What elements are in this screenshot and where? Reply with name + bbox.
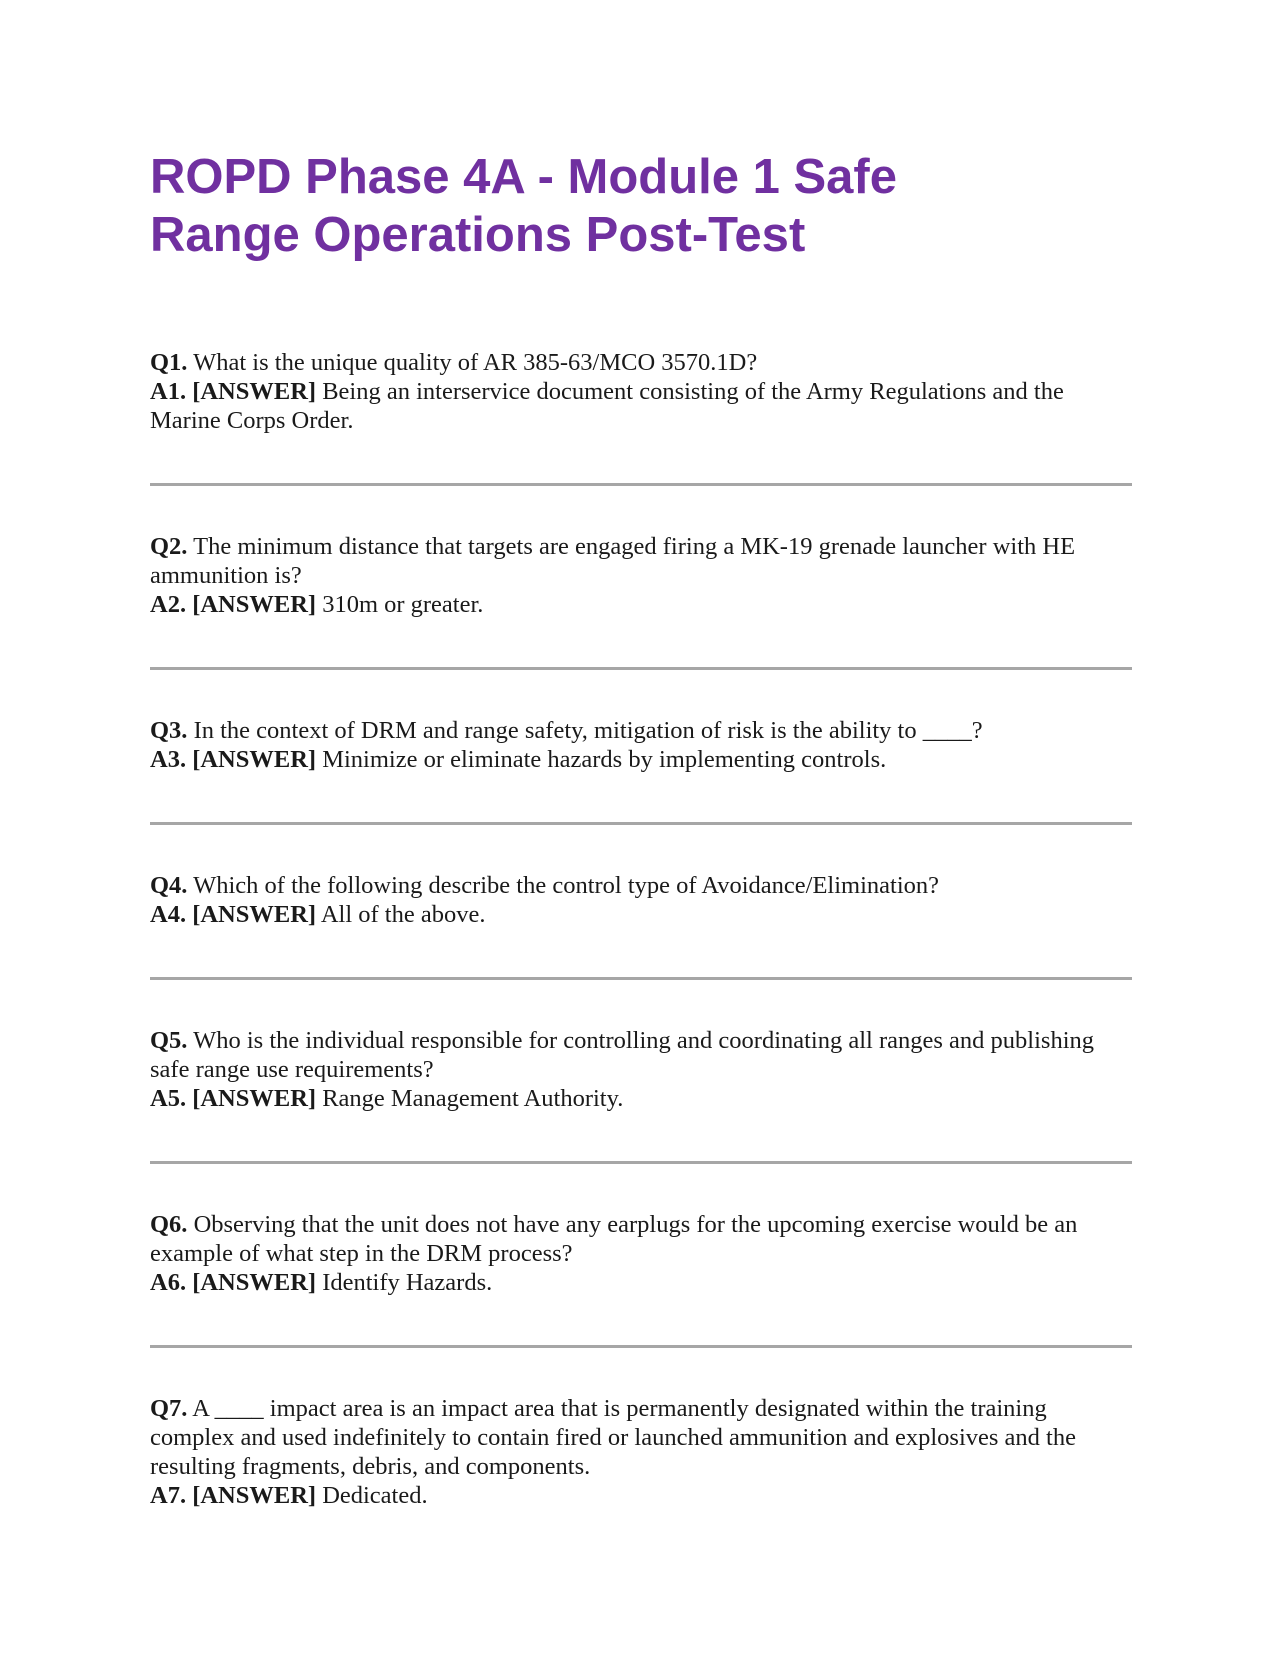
document-page: [150, 148, 1130, 1510]
divider: [150, 977, 1132, 980]
question-text: A ____ impact area is an impact area that is permanently designated within the training complex and used indefinitely to contain fired or launched ammunition and explosives and the resulting fragments, debris, and components.: [150, 1395, 1076, 1480]
divider: [150, 483, 1132, 486]
divider: [150, 822, 1132, 825]
question-6: [150, 1210, 1130, 1268]
question-text: The minimum distance that targets are engaged firing a MK-19 grenade launcher with HE ammunition is?: [150, 533, 1076, 589]
title-line-1: ROPD Phase 4A - Module 1 Safe: [150, 150, 897, 204]
qa-item-7: [150, 1394, 1130, 1510]
question-4: [150, 871, 1130, 900]
question-2: [150, 532, 1130, 590]
question-text: What is the unique quality of AR 385-63/MCO 3570.1D?: [187, 349, 758, 376]
question-7: [150, 1394, 1130, 1481]
answer-label: A4. [ANSWER]: [150, 901, 317, 928]
divider: [150, 667, 1132, 670]
question-label: Q1.: [150, 349, 188, 376]
page-title: [150, 148, 950, 264]
qa-item-2: [150, 532, 1130, 619]
question-3: [150, 716, 1130, 745]
answer-5: [150, 1084, 1130, 1113]
divider: [150, 1161, 1132, 1164]
answer-label: A2. [ANSWER]: [150, 591, 317, 618]
answer-text: Minimize or eliminate hazards by implementing controls.: [316, 746, 887, 773]
question-label: Q3.: [150, 717, 188, 744]
answer-label: A1. [ANSWER]: [150, 378, 317, 405]
question-text: Observing that the unit does not have any earplugs for the upcoming exercise would be an example of what step in the DRM process?: [150, 1211, 1078, 1267]
question-label: Q4.: [150, 872, 188, 899]
question-label: Q2.: [150, 533, 188, 560]
answer-text: Range Management Authority.: [316, 1085, 624, 1112]
title-line-2: Range Operations Post-Test: [150, 208, 806, 262]
answer-text: All of the above.: [316, 901, 486, 928]
divider: [150, 1345, 1132, 1348]
answer-label: A6. [ANSWER]: [150, 1269, 317, 1296]
qa-item-6: [150, 1210, 1130, 1297]
answer-text: 310m or greater.: [316, 591, 484, 618]
qa-item-1: [150, 348, 1130, 435]
answer-text: Being an interservice document consisting of the Army Regulations and the Marine Corps Order.: [150, 378, 1064, 434]
answer-3: [150, 745, 1130, 774]
question-text: Who is the individual responsible for controlling and coordinating all ranges and publishing safe range use requirements?: [150, 1027, 1094, 1083]
qa-item-3: [150, 716, 1130, 774]
answer-text: Dedicated.: [316, 1482, 428, 1509]
question-label: Q5.: [150, 1027, 188, 1054]
question-1: [150, 348, 1130, 377]
question-text: In the context of DRM and range safety, mitigation of risk is the ability to ____?: [187, 717, 983, 744]
answer-text: Identify Hazards.: [316, 1269, 493, 1296]
question-text: Which of the following describe the control type of Avoidance/Elimination?: [187, 872, 940, 899]
question-label: Q6.: [150, 1211, 188, 1238]
question-label: Q7.: [150, 1395, 188, 1422]
answer-1: [150, 377, 1130, 435]
question-5: [150, 1026, 1130, 1084]
answer-7: [150, 1481, 1130, 1510]
answer-2: [150, 590, 1130, 619]
answer-4: [150, 900, 1130, 929]
answer-6: [150, 1268, 1130, 1297]
answer-label: A5. [ANSWER]: [150, 1085, 317, 1112]
qa-item-5: [150, 1026, 1130, 1113]
qa-item-4: [150, 871, 1130, 929]
qa-list: [150, 348, 1130, 1510]
answer-label: A3. [ANSWER]: [150, 746, 317, 773]
answer-label: A7. [ANSWER]: [150, 1482, 317, 1509]
